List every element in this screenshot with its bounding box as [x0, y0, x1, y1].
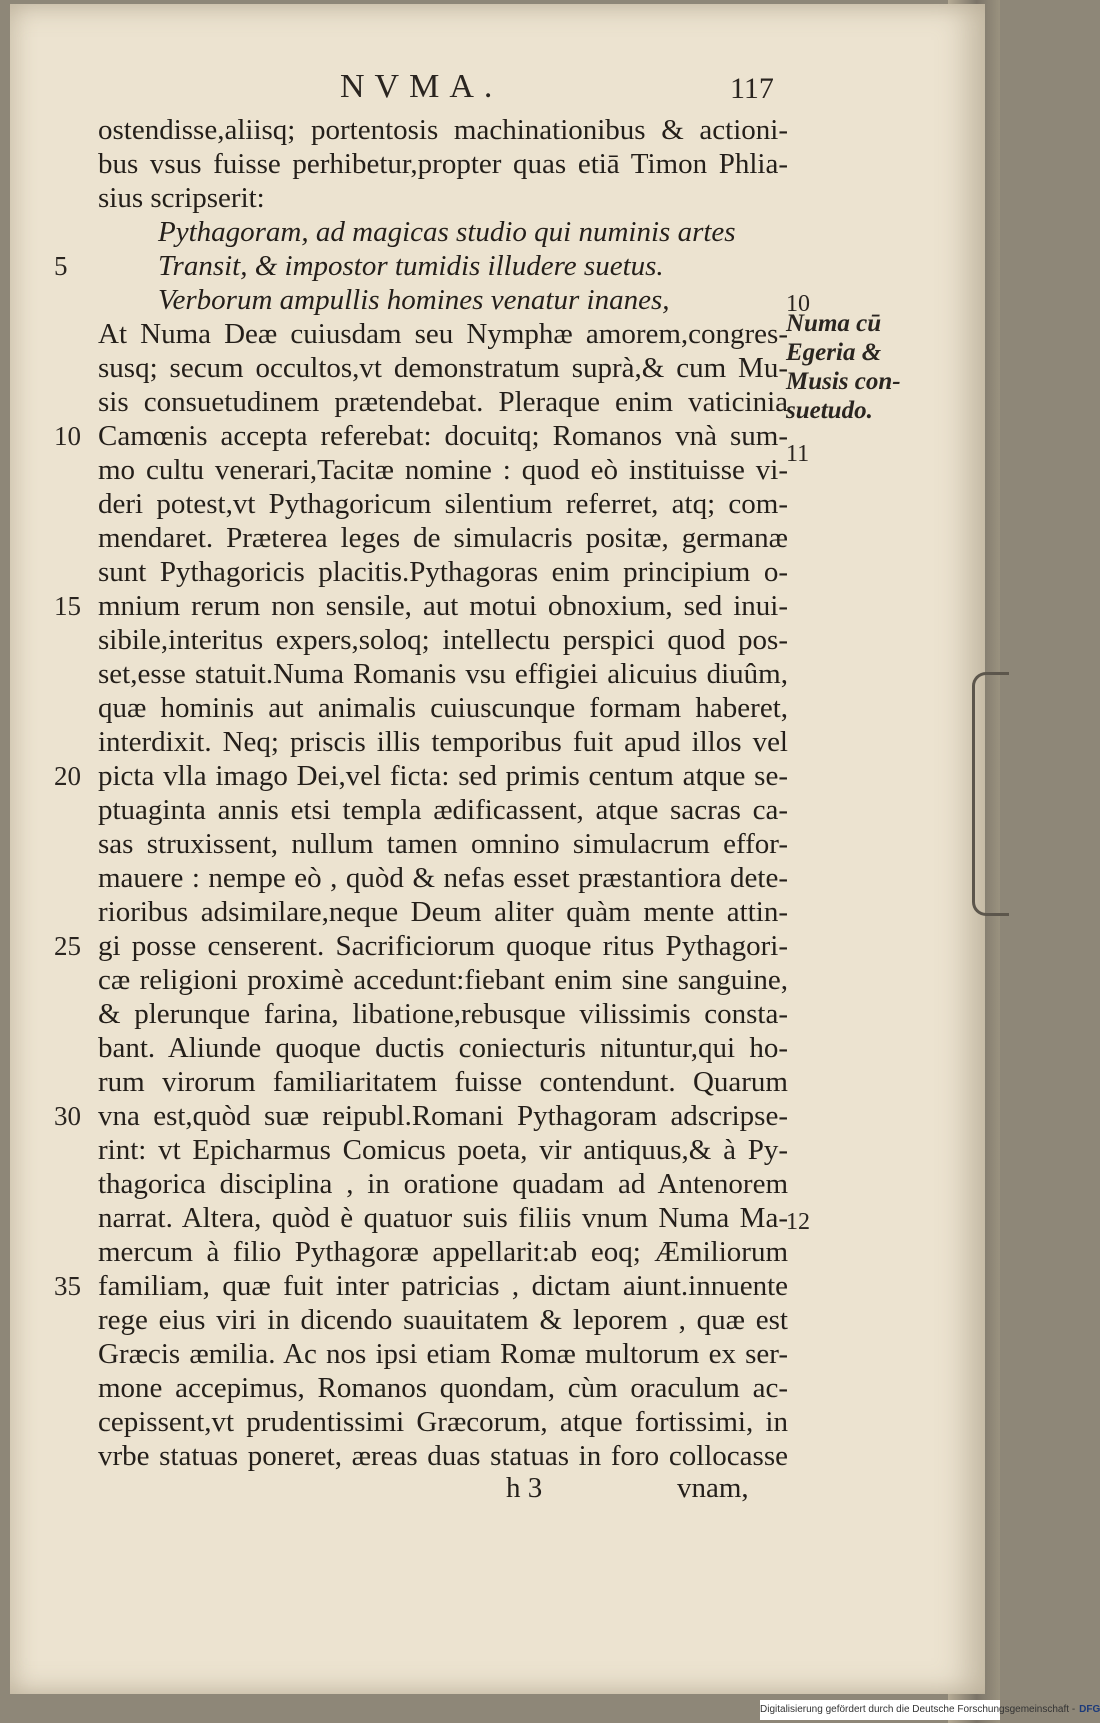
text-line: interdixit. Neq; priscis illis temporibus fuit apud illos vel [98, 726, 788, 758]
verse-line: Verborum ampullis homines venatur inanes, [158, 284, 670, 316]
text-line: mo cultu venerari,Tacitæ nomine : quod eò instituisse vi- [98, 454, 788, 486]
text-line: sis consuetudinem prætendebat. Pleraque enim vaticinia [98, 386, 788, 418]
marginal-note-line: Egeria & [786, 339, 882, 366]
text-line: sunt Pythagoricis placitis.Pythagoras enim principium o- [98, 556, 788, 588]
margin-number: 12 [786, 1209, 810, 1235]
text-line: rint: vt Epicharmus Comicus poeta, vir antiquus,& à Py- [98, 1134, 788, 1166]
line-number: 15 [54, 591, 81, 621]
text-line: cæ religioni proximè accedunt:fiebant enim sine sanguine, [98, 964, 788, 996]
signature-mark: h 3 [506, 1472, 543, 1504]
text-line: vrbe statuas poneret, æreas duas statuas in foro collocasse [98, 1440, 788, 1472]
text-line: At Numa Deæ cuiusdam seu Nymphæ amorem,congres- [98, 318, 788, 350]
text-line: mone accepimus, Romanos quondam, cùm oraculum ac- [98, 1372, 788, 1404]
credit-text: Digitalisierung gefördert durch die Deutsche Forschungsgemeinschaft - [760, 1704, 1076, 1715]
line-number: 10 [54, 421, 81, 451]
marginal-note-line: Numa cū [786, 310, 882, 337]
text-line: picta vlla imago Dei,vel ficta: sed primis centum atque se- [98, 760, 788, 792]
text-line: familiam, quæ fuit inter patricias , dictam aiunt.innuente [98, 1270, 788, 1302]
text-line: mercum à filio Pythagoræ appellarit:ab eoq; Æmiliorum [98, 1236, 788, 1268]
line-number: 25 [54, 931, 81, 961]
running-title: NVMA. [340, 68, 503, 105]
verse-line: Pythagoram, ad magicas studio qui numinis artes [158, 216, 736, 248]
text-line: sas struxissent, nullum tamen omnino simulacrum effor- [98, 828, 788, 860]
margin-number: 10 [786, 291, 810, 317]
dfg-logo: DFG [1079, 1704, 1100, 1715]
line-number: 30 [54, 1101, 81, 1131]
text-line: mauere : nempe eò , quòd & nefas esset præstantiora dete- [98, 862, 788, 894]
text-line: deri potest,vt Pythagoricum silentium referret, atq; com- [98, 488, 788, 520]
text-line: rum virorum familiaritatem fuisse contendunt. Quarum [98, 1066, 788, 1098]
text-line: narrat. Altera, quòd è quatuor suis filiis vnum Numa Ma- [98, 1202, 788, 1234]
catchword: vnam, [677, 1472, 749, 1504]
text-line: bus vsus fuisse perhibetur,propter quas etiā Timon Phlia- [98, 148, 788, 180]
text-line: sius scripserit: [98, 182, 265, 214]
page-number: 117 [730, 72, 774, 105]
line-number: 20 [54, 761, 81, 791]
marginal-note [786, 309, 906, 425]
text-line: gi posse censerent. Sacrificiorum quoque ritus Pythagori- [98, 930, 788, 962]
text-line: ostendisse,aliisq; portentosis machinationibus & actioni- [98, 114, 788, 146]
page-footer [10, 1472, 985, 1512]
line-number: 5 [54, 251, 68, 281]
text-line: vna est,quòd suæ reipubl.Romani Pythagoram adscripse- [98, 1100, 788, 1132]
text-line: Græcis æmilia. Ac nos ipsi etiam Romæ multorum ex ser- [98, 1338, 788, 1370]
digitization-credit [760, 1700, 1100, 1720]
text-line: Camœnis accepta referebat: docuitq; Romanos vnà sum- [98, 420, 788, 452]
text-line: mendaret. Præterea leges de simulacris positæ, germanæ [98, 522, 788, 554]
text-line: set,esse statuit.Numa Romanis vsu effigiei alicuius diuûm, [98, 658, 788, 690]
marginal-note-line: suetudo. [786, 397, 873, 424]
text-line: rege eius viri in dicendo suauitatem & leporem , quæ est [98, 1304, 788, 1336]
line-number: 35 [54, 1271, 81, 1301]
marginal-note-line: Musis con- [786, 368, 901, 395]
text-line: quæ hominis aut animalis cuiuscunque formam haberet, [98, 692, 788, 724]
running-header [10, 68, 985, 108]
text-line: mnium rerum non sensile, aut motui obnoxium, sed inui- [98, 590, 788, 622]
page-clip [972, 672, 1009, 916]
text-line: cepissent,vt prudentissimi Græcorum, atque fortissimi, in [98, 1406, 788, 1438]
text-line: sibile,interitus expers,soloq; intellectu perspici quod pos- [98, 624, 788, 656]
text-line: & plerunque farina, libatione,rebusque vilissimis consta- [98, 998, 788, 1030]
book-page [10, 4, 985, 1694]
margin-number: 11 [786, 441, 810, 467]
text-line: susq; secum occultos,vt demonstratum suprà,& cum Mu- [98, 352, 788, 384]
text-line: bant. Aliunde quoque ductis coniecturis nituntur,qui ho- [98, 1032, 788, 1064]
text-line: rioribus adsimilare,neque Deum aliter quàm mente attin- [98, 896, 788, 928]
verse-line: Transit, & impostor tumidis illudere suetus. [158, 250, 664, 282]
text-line: ptuaginta annis etsi templa ædificassent, atque sacras ca- [98, 794, 788, 826]
text-line: thagorica disciplina , in oratione quadam ad Antenorem [98, 1168, 788, 1200]
